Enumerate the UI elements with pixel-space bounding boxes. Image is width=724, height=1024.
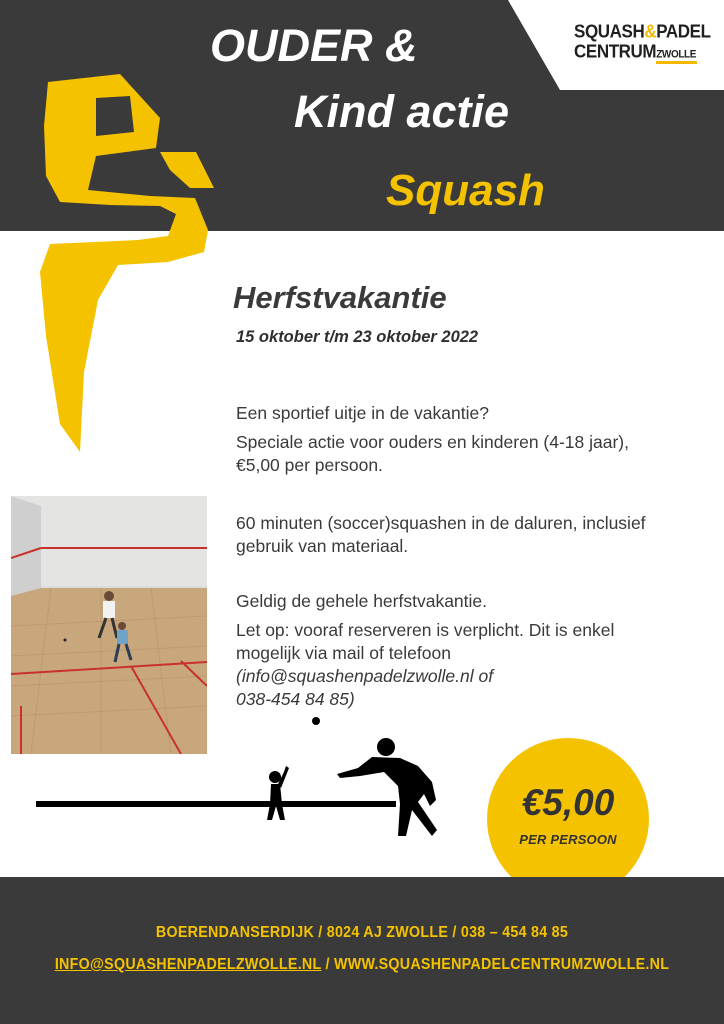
logo-underline	[656, 61, 697, 64]
paragraph-details	[236, 512, 676, 558]
price-label: PER PERSOON	[519, 832, 617, 847]
title-line-2: Kind actie	[294, 86, 510, 137]
brand-logo	[574, 22, 714, 65]
title-line-3: Squash	[386, 166, 545, 215]
intro-question: Een sportief uitje in de vakantie?	[236, 403, 489, 423]
logo-word-zwolle: ZWOLLE	[656, 48, 697, 61]
logo-word-centrum: CENTRUM	[574, 40, 657, 62]
details-text: 60 minuten (soccer)squashen in de daluren, inclusief gebruik van materiaal.	[236, 513, 646, 556]
parent-child-silhouette-icon	[0, 700, 470, 840]
footer-separator: /	[321, 956, 334, 973]
sp-logo-mark-icon	[0, 0, 230, 470]
reservation-note: Let op: vooraf reserveren is verplicht. Dit is enkel mogelijk via mail of telefoon	[236, 620, 615, 663]
validity-text: Geldig de gehele herfstvakantie.	[236, 591, 487, 611]
contact-email-text: (info@squashenpadelzwolle.nl of	[236, 666, 494, 686]
footer-links	[29, 956, 695, 974]
logo-ampersand: &	[644, 20, 657, 42]
date-range: 15 oktober t/m 23 oktober 2022	[236, 328, 479, 346]
intro-offer: Speciale actie voor ouders en kinderen (4-18 jaar), €5,00 per persoon.	[236, 432, 629, 475]
logo-word-padel: PADEL	[656, 20, 711, 42]
title-line-1: OUDER &	[210, 20, 418, 71]
footer-band	[0, 877, 724, 1024]
section-heading: Herfstvakantie	[233, 280, 447, 315]
price-badge	[487, 738, 649, 900]
paragraph-validity	[236, 590, 676, 711]
logo-word-squash: SQUASH	[574, 20, 645, 42]
footer-email-link[interactable]: INFO@SQUASHENPADELZWOLLE.NL	[54, 956, 322, 973]
footer-website-link[interactable]: WWW.SQUASHENPADELCENTRUMZWOLLE.NL	[333, 956, 670, 973]
contact-phone-text: 038-454 84 85)	[236, 689, 355, 709]
footer-address: BOERENDANSERDIJK / 8024 AJ ZWOLLE / 038 – 454 84 85	[155, 924, 569, 941]
paragraph-intro	[236, 402, 676, 477]
price-value: €5,00	[521, 782, 615, 823]
